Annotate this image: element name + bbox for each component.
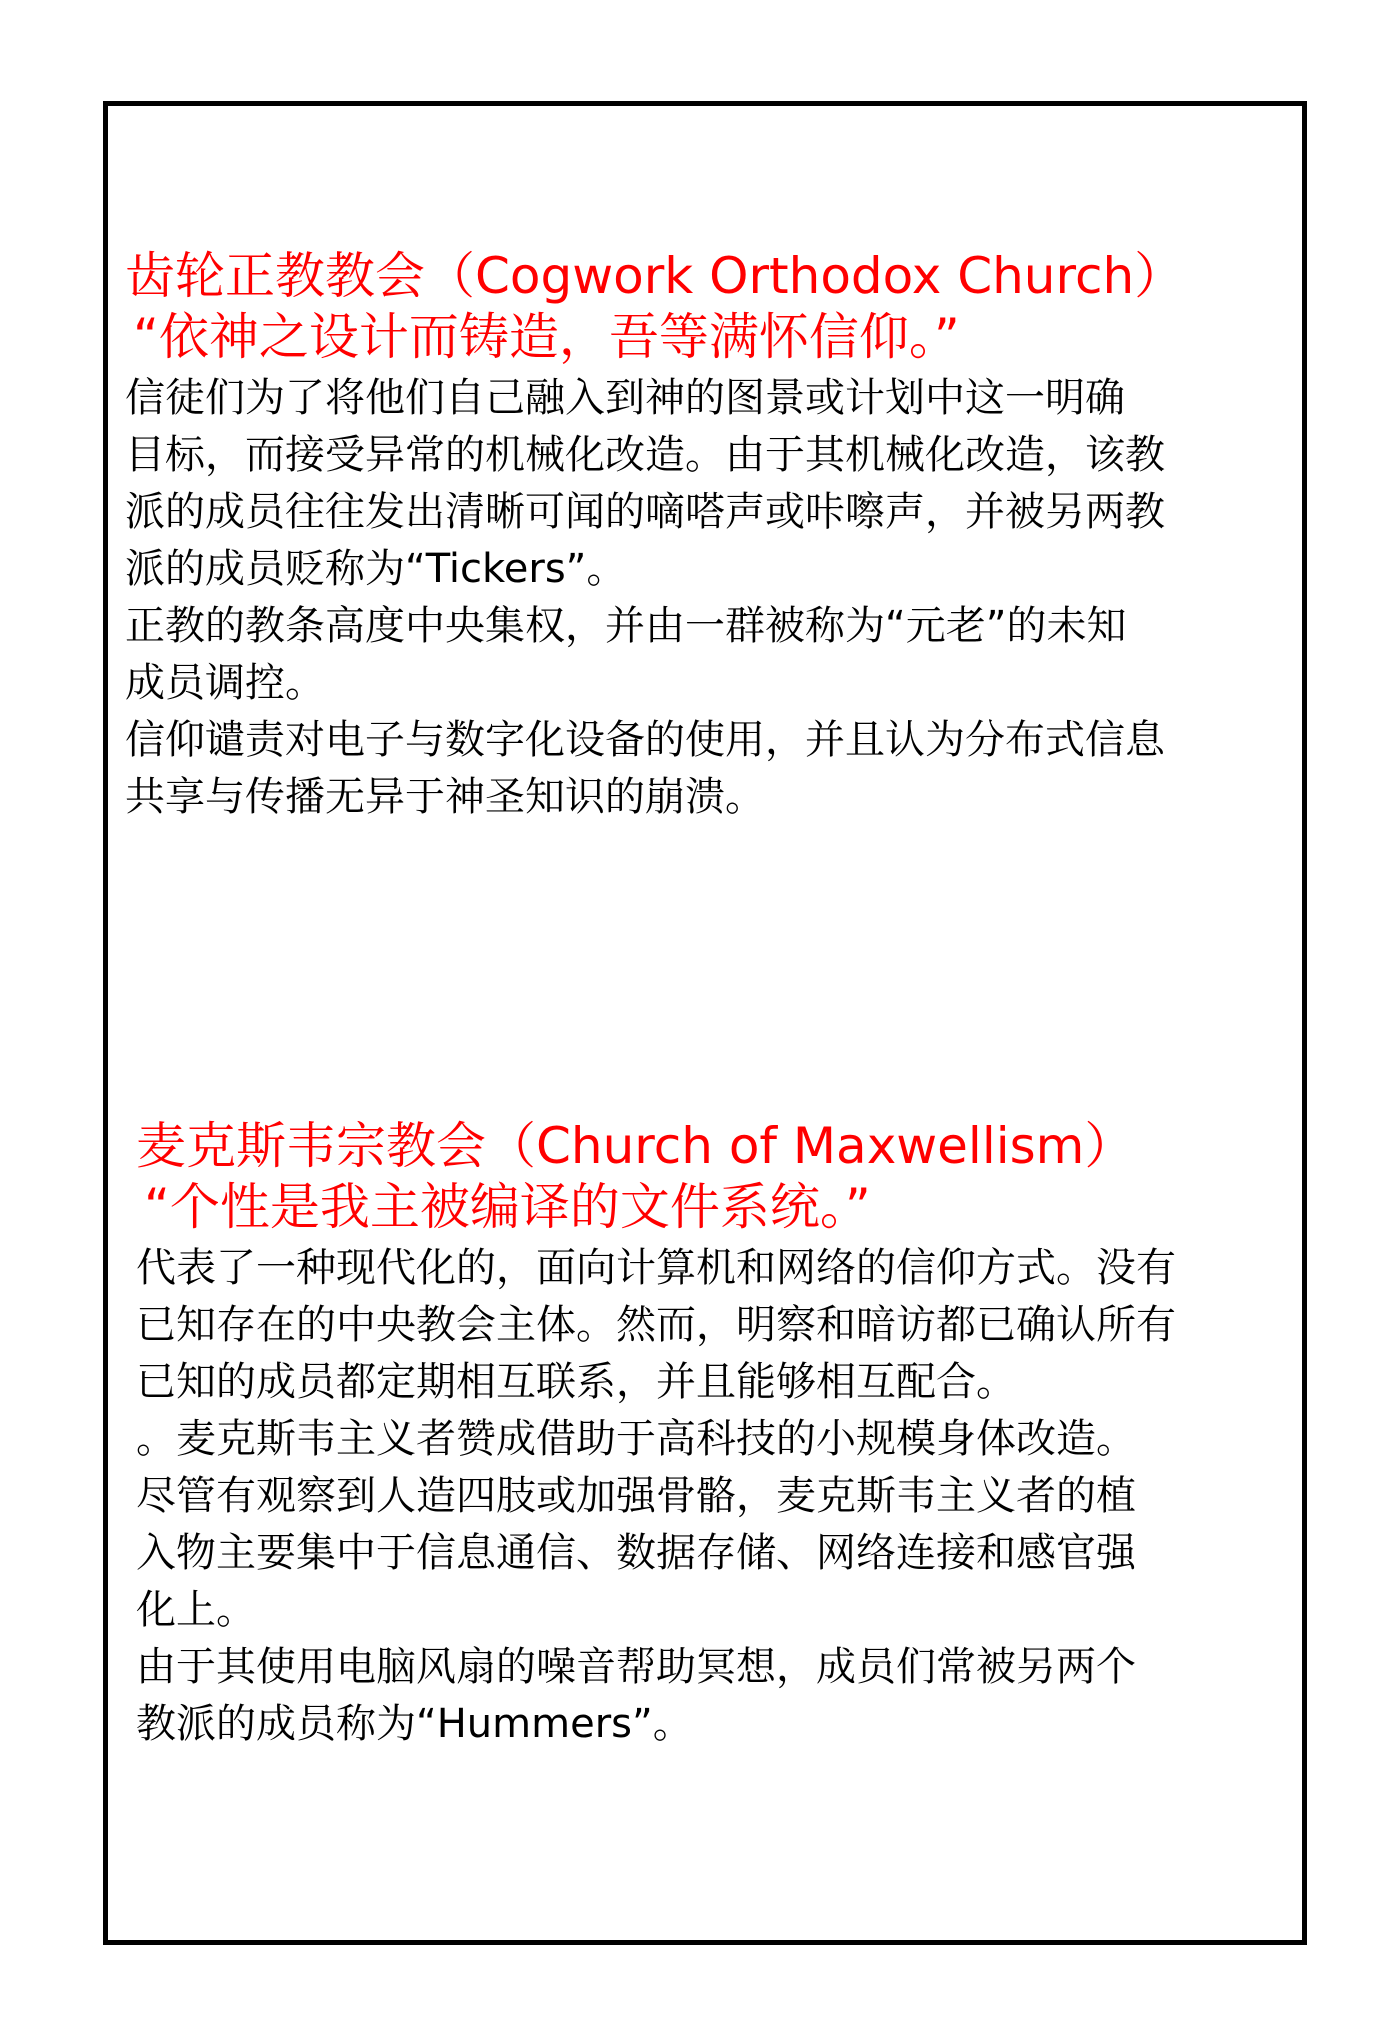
text-line: 尽管有观察到人造四肢或加强骨骼，麦克斯韦主义者的植 [136,1473,1136,1519]
paragraph [136,1411,1316,1468]
text-line: 共享与传播无异于神圣知识的崩溃。 [125,774,765,820]
text-line: 派的成员往往发出清晰可闻的嘀嗒声或咔嚓声，并被另两教 [125,489,1165,535]
text-line: 代表了一种现代化的，面向计算机和网络的信仰方式。没有 [136,1245,1176,1291]
paragraph [125,712,1305,826]
paragraph [125,598,1305,712]
text-line: 信仰谴责对电子与数字化设备的使用，并且认为分布式信息 [125,717,1165,763]
text-line: 教派的成员称为“Hummers”。 [136,1701,693,1747]
text-line: 入物主要集中于信息通信、数据存储、网络连接和感官强 [136,1530,1136,1576]
text-line: 。麦克斯韦主义者赞成借助于高科技的小规模身体改造。 [136,1416,1136,1462]
text-line: 成员调控。 [125,660,325,706]
text-line: 派的成员贬称为“Tickers”。 [125,546,627,592]
section-cogwork-orthodox-church [125,246,1305,826]
section-title: 麦克斯韦宗教会（Church of Maxwellism） [136,1117,1135,1175]
text-line: 目标，而接受异常的机械化改造。由于其机械化改造，该教 [125,432,1165,478]
text-line: 正教的教条高度中央集权，并由一群被称为“元老”的未知 [125,603,1127,649]
paragraph [136,1468,1316,1639]
section-body [125,370,1305,826]
section-motto: “依神之设计而铸造，吾等满怀信仰。” [133,308,960,366]
text-line: 已知存在的中央教会主体。然而，明察和暗访都已确认所有 [136,1302,1176,1348]
document-frame [103,101,1307,1945]
section-motto: “个性是我主被编译的文件系统。” [144,1178,871,1236]
paragraph [136,1639,1316,1753]
text-line: 已知的成员都定期相互联系，并且能够相互配合。 [136,1359,1016,1405]
section-title: 齿轮正教教会（Cogwork Orthodox Church） [125,247,1185,305]
section-church-of-maxwellism [136,1116,1316,1753]
text-line: 化上。 [136,1587,256,1633]
text-line: 由于其使用电脑风扇的噪音帮助冥想，成员们常被另两个 [136,1644,1136,1690]
section-body [136,1240,1316,1753]
paragraph [136,1240,1316,1411]
paragraph [125,370,1305,598]
text-line: 信徒们为了将他们自己融入到神的图景或计划中这一明确 [125,375,1125,421]
